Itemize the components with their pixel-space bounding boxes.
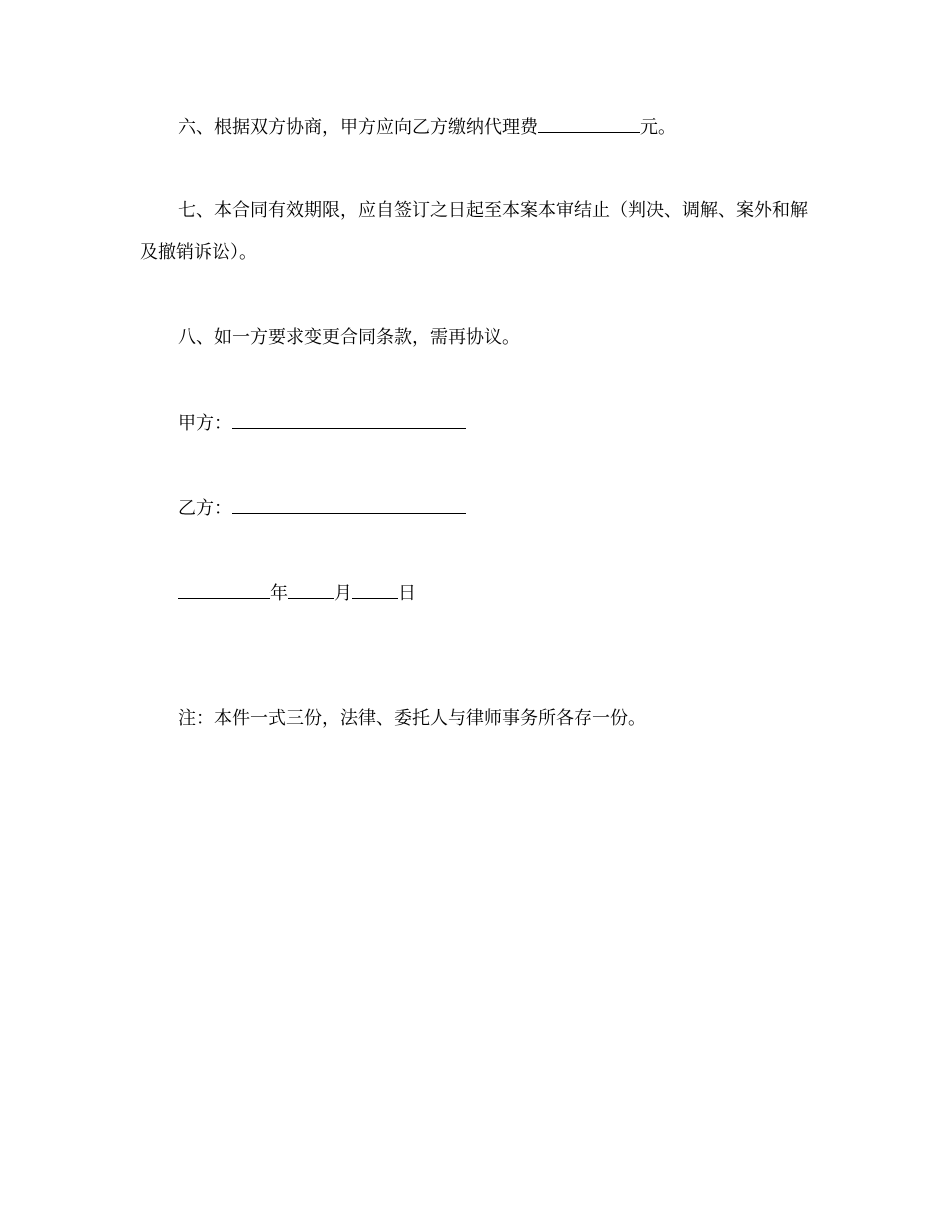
clause-6-unit: 元。 — [640, 117, 676, 138]
fee-blank — [538, 114, 640, 133]
month-label: 月 — [334, 583, 352, 604]
year-label: 年 — [270, 583, 288, 604]
clause-6-text: 六、根据双方协商，甲方应向乙方缴纳代理费 — [178, 117, 538, 138]
year-blank — [178, 580, 270, 599]
party-b-label: 乙方： — [178, 498, 232, 519]
party-b-blank — [232, 495, 466, 514]
party-a-blank — [232, 410, 466, 429]
month-blank — [288, 580, 334, 599]
party-a-signature — [178, 410, 466, 436]
note: 注：本件一式三份，法律、委托人与律师事务所各存一份。 — [178, 708, 646, 729]
day-blank — [352, 580, 398, 599]
party-a-label: 甲方： — [178, 413, 232, 434]
clause-7-line-2: 及撤销诉讼）。 — [140, 242, 257, 263]
signing-date — [178, 580, 416, 606]
clause-6 — [178, 114, 676, 140]
day-label: 日 — [398, 583, 416, 604]
party-b-signature — [178, 495, 466, 521]
clause-8: 八、如一方要求变更合同条款，需再协议。 — [178, 327, 520, 348]
clause-7-line-1: 七、本合同有效期限，应自签订之日起至本案本审结止（判决、调解、案外和解 — [178, 200, 808, 221]
